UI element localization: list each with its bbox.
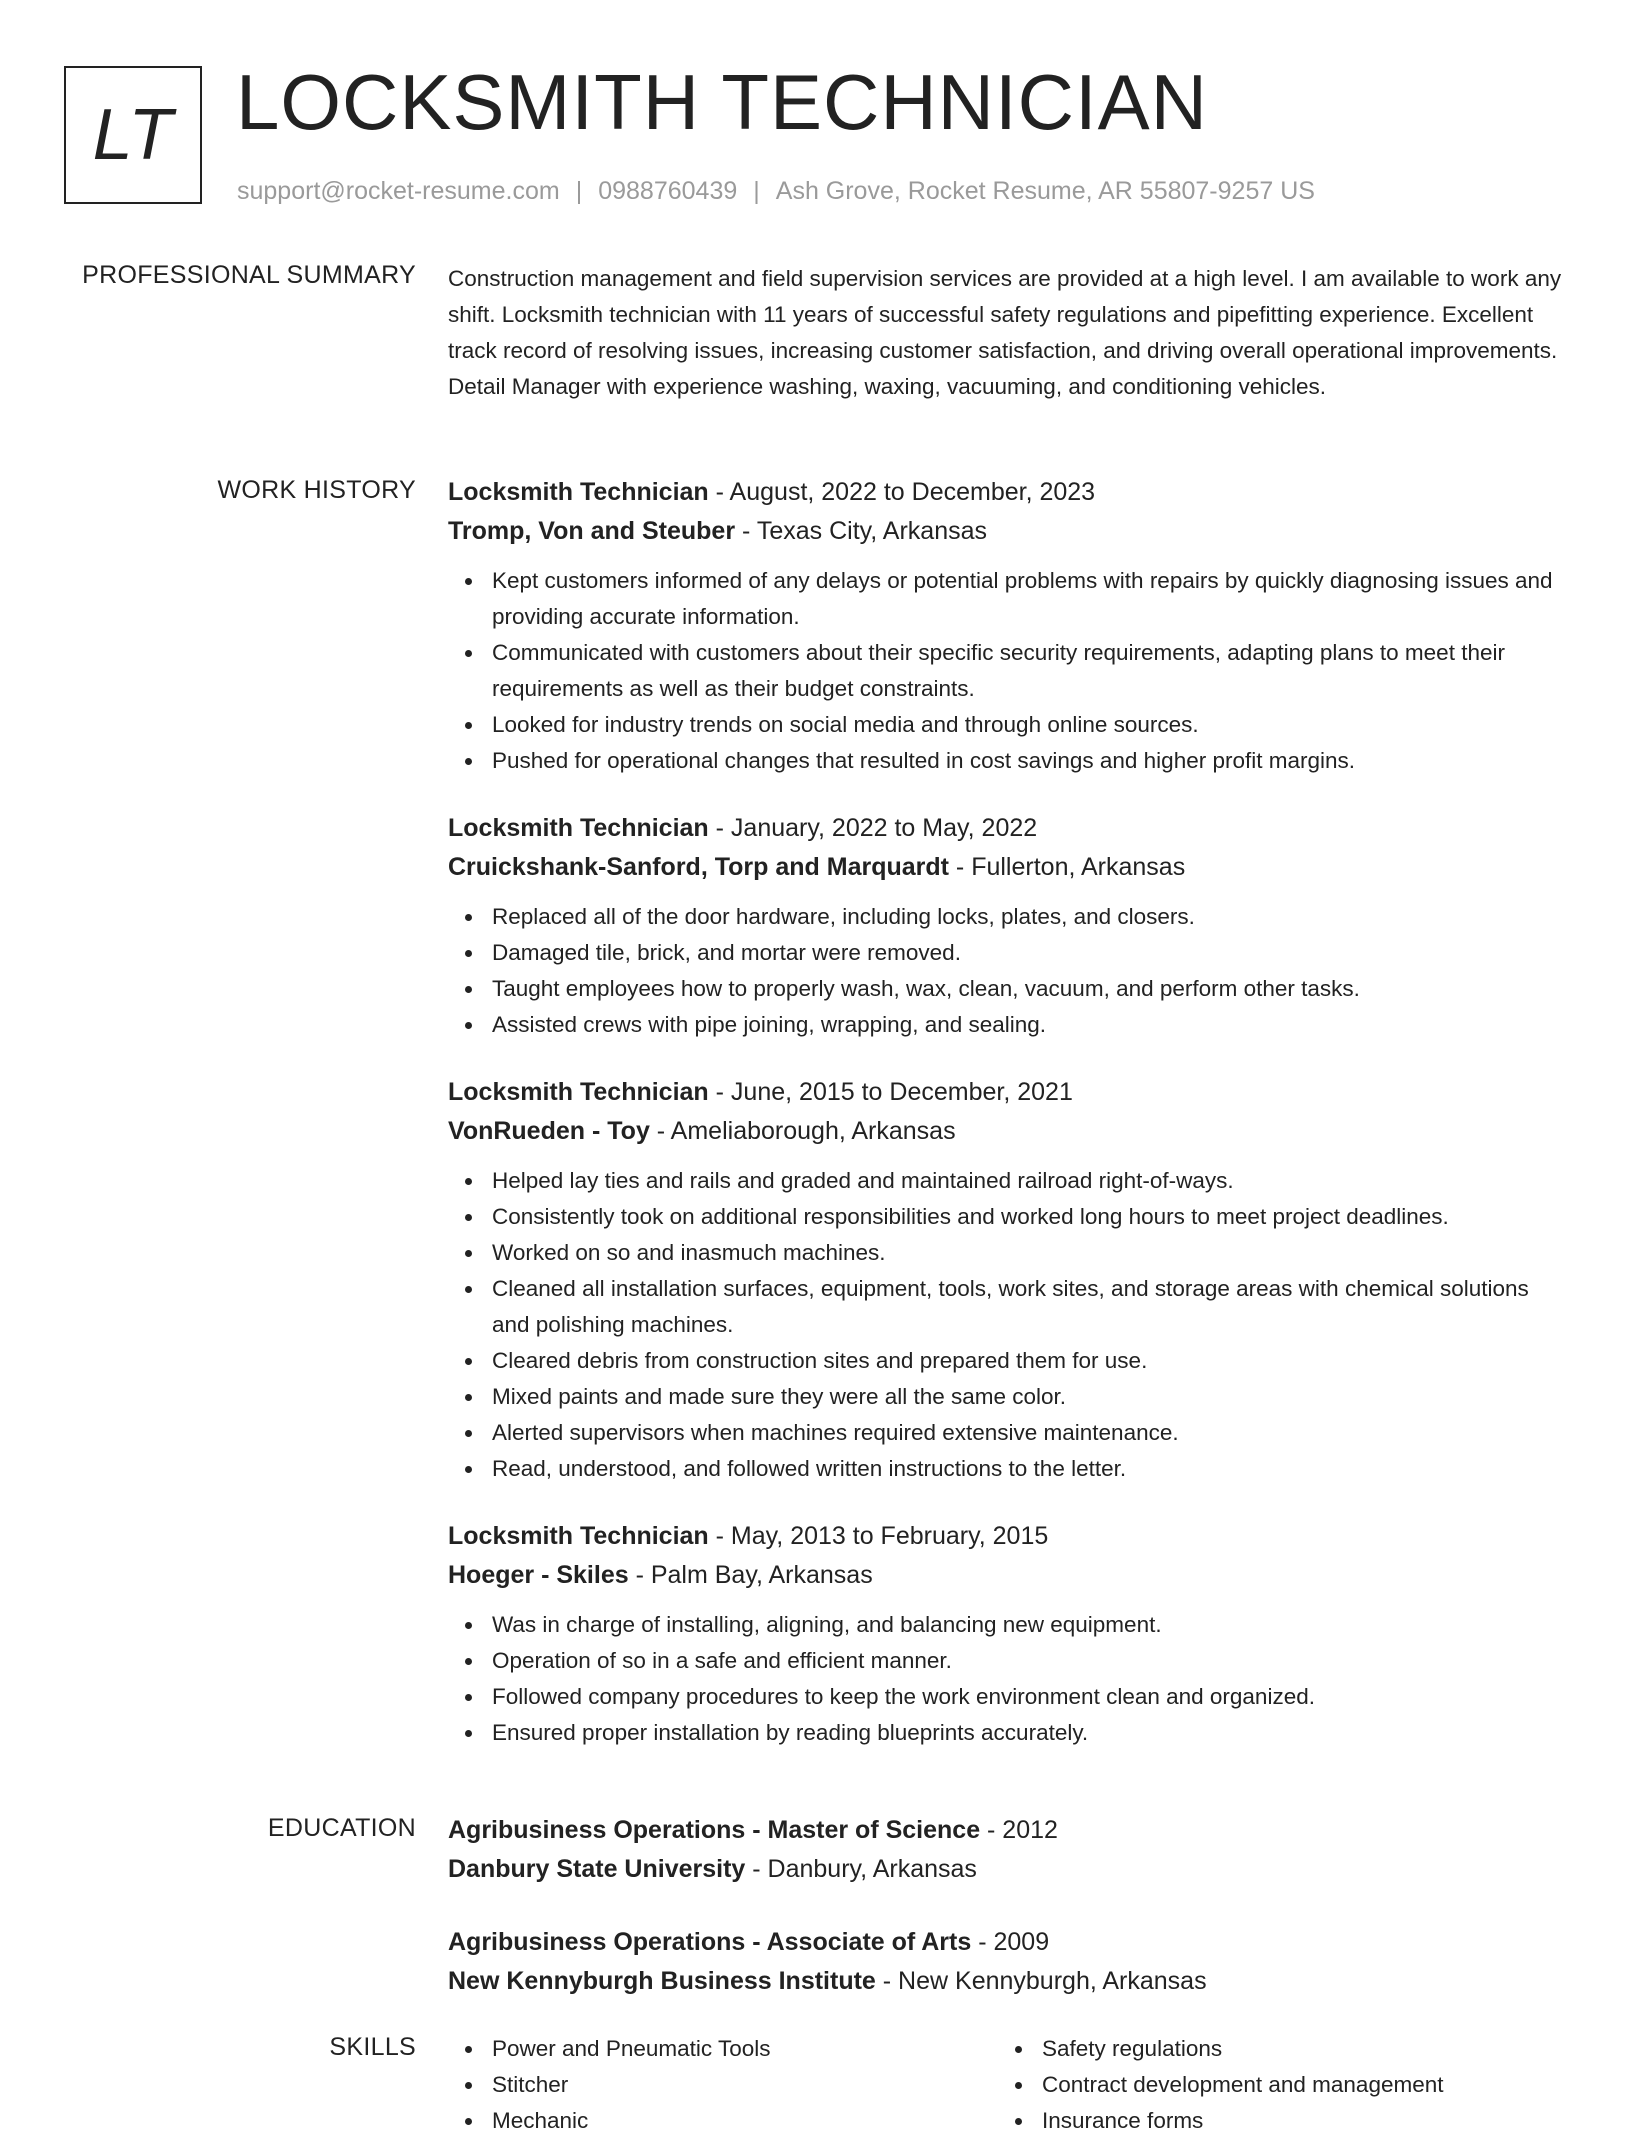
contact-address: Ash Grove, Rocket Resume, AR 55807-9257 US	[775, 177, 1315, 205]
education-school: New Kennyburgh Business Institute	[448, 1967, 876, 1995]
education-degree-line	[448, 1811, 1570, 1850]
job-bullet: Mixed paints and made sure they were all the same color.	[448, 1379, 1570, 1415]
contact-separator: |	[575, 177, 583, 205]
job-title-line	[448, 1517, 1570, 1556]
job-bullet: Alerted supervisors when machines required extensive maintenance.	[448, 1415, 1570, 1451]
skill-item: Mechanic	[448, 2103, 998, 2139]
job-company: VonRueden - Toy	[448, 1117, 650, 1145]
job-bullet: Ensured proper installation by reading blueprints accurately.	[448, 1715, 1570, 1751]
resume-title: LOCKSMITH TECHNICIAN	[236, 58, 1208, 146]
job-bullet: Looked for industry trends on social media and through online sources.	[448, 707, 1570, 743]
education-degree-line	[448, 1923, 1570, 1962]
skills-column-right	[998, 2031, 1548, 2139]
contact-line	[237, 174, 1315, 208]
skill-item: Safety regulations	[998, 2031, 1548, 2067]
job-bullet: Cleaned all installation surfaces, equipment, tools, work sites, and storage areas with chemical solutions and polishing machines.	[448, 1271, 1570, 1343]
education-degree: Agribusiness Operations - Associate of Arts	[448, 1928, 972, 1956]
job-bullet: Cleared debris from construction sites and prepared them for use.	[448, 1343, 1570, 1379]
job-location: - Ameliaborough, Arkansas	[649, 1117, 956, 1145]
contact-phone: 0988760439	[598, 177, 738, 205]
job-entry	[448, 1517, 1570, 1751]
education-year: - 2012	[980, 1816, 1058, 1844]
job-bullet: Kept customers informed of any delays or potential problems with repairs by quickly diagnosing issues and providing accurate information.	[448, 563, 1570, 635]
job-bullet: Helped lay ties and rails and graded and maintained railroad right-of-ways.	[448, 1163, 1570, 1199]
contact-separator: |	[753, 177, 760, 205]
summary-heading: PROFESSIONAL SUMMARY	[82, 261, 416, 289]
job-bullet: Taught employees how to properly wash, wax, clean, vacuum, and perform other tasks.	[448, 971, 1570, 1007]
education-location: - New Kennyburgh, Arkansas	[875, 1967, 1207, 1995]
education-entry	[448, 1923, 1570, 2001]
skills-heading: SKILLS	[329, 2033, 416, 2061]
skill-item: Insurance forms	[998, 2103, 1548, 2139]
job-title: Locksmith Technician	[448, 814, 709, 842]
job-company-line	[448, 512, 1570, 551]
job-bullet: Communicated with customers about their specific security requirements, adapting plans to meet their requirements as well as their budget constraints.	[448, 635, 1570, 707]
job-entry	[448, 473, 1570, 779]
job-dates: - August, 2022 to December, 2023	[708, 478, 1096, 506]
job-company-line	[448, 1556, 1570, 1595]
education-degree: Agribusiness Operations - Master of Science	[448, 1816, 981, 1844]
skills-column-left	[448, 2031, 998, 2139]
job-bullets	[448, 1607, 1570, 1751]
job-bullet: Operation of so in a safe and efficient manner.	[448, 1643, 1570, 1679]
job-company: Hoeger - Skiles	[448, 1561, 629, 1589]
education-entry	[448, 1811, 1570, 1889]
job-title-line	[448, 809, 1570, 848]
job-dates: - May, 2013 to February, 2015	[708, 1522, 1049, 1550]
work-history-heading: WORK HISTORY	[217, 476, 416, 504]
skills-list	[448, 2031, 1570, 2139]
job-dates: - June, 2015 to December, 2021	[708, 1078, 1073, 1106]
skill-item: Power and Pneumatic Tools	[448, 2031, 998, 2067]
job-title-line	[448, 1073, 1570, 1112]
job-entry	[448, 809, 1570, 1043]
job-bullets	[448, 563, 1570, 779]
contact-email: support@rocket-resume.com	[237, 177, 560, 205]
skill-item: Stitcher	[448, 2067, 998, 2103]
summary-text: Construction management and field supervision services are provided at a high level. I am available to work any shift. Locksmith technician with 11 years of successful safety regulations and pipefitting experience. Excellent track record of resolving issues, increasing customer satisfaction, and driving overall operational improvements. Detail Manager with experience washing, waxing, vacuuming, and conditioning vehicles.	[448, 266, 1562, 399]
job-location: - Fullerton, Arkansas	[948, 853, 1186, 881]
job-bullet: Worked on so and inasmuch machines.	[448, 1235, 1570, 1271]
job-bullets	[448, 1163, 1570, 1487]
job-bullet: Replaced all of the door hardware, including locks, plates, and closers.	[448, 899, 1570, 935]
education-year: - 2009	[971, 1928, 1050, 1956]
education-location: - Danbury, Arkansas	[745, 1855, 977, 1883]
job-bullet: Consistently took on additional responsibilities and worked long hours to meet project deadlines.	[448, 1199, 1570, 1235]
job-bullet: Was in charge of installing, aligning, and balancing new equipment.	[448, 1607, 1570, 1643]
job-location: - Texas City, Arkansas	[735, 517, 988, 545]
job-bullet: Damaged tile, brick, and mortar were removed.	[448, 935, 1570, 971]
job-company: Cruickshank-Sanford, Torp and Marquardt	[448, 853, 949, 881]
job-entry	[448, 1073, 1570, 1487]
monogram-badge	[64, 66, 202, 204]
job-location: - Palm Bay, Arkansas	[628, 1561, 873, 1589]
job-bullet: Followed company procedures to keep the work environment clean and organized.	[448, 1679, 1570, 1715]
skill-item: Contract development and management	[998, 2067, 1548, 2103]
job-title: Locksmith Technician	[448, 1078, 709, 1106]
job-company: Tromp, Von and Steuber	[448, 517, 736, 545]
job-company-line	[448, 1112, 1570, 1151]
education-school-line	[448, 1850, 1570, 1889]
monogram-initials: LT	[92, 95, 174, 175]
work-history-list	[448, 473, 1570, 1781]
education-heading: EDUCATION	[267, 1814, 416, 1842]
job-company-line	[448, 848, 1570, 887]
job-bullet: Pushed for operational changes that resulted in cost savings and higher profit margins.	[448, 743, 1570, 779]
education-school-line	[448, 1962, 1570, 2001]
job-title: Locksmith Technician	[448, 478, 709, 506]
job-title-line	[448, 473, 1570, 512]
job-bullet: Assisted crews with pipe joining, wrapping, and sealing.	[448, 1007, 1570, 1043]
job-dates: - January, 2022 to May, 2022	[708, 814, 1038, 842]
education-list	[448, 1811, 1570, 2035]
job-bullet: Read, understood, and followed written instructions to the letter.	[448, 1451, 1570, 1487]
education-school: Danbury State University	[448, 1855, 746, 1883]
job-bullets	[448, 899, 1570, 1043]
job-title: Locksmith Technician	[448, 1522, 709, 1550]
